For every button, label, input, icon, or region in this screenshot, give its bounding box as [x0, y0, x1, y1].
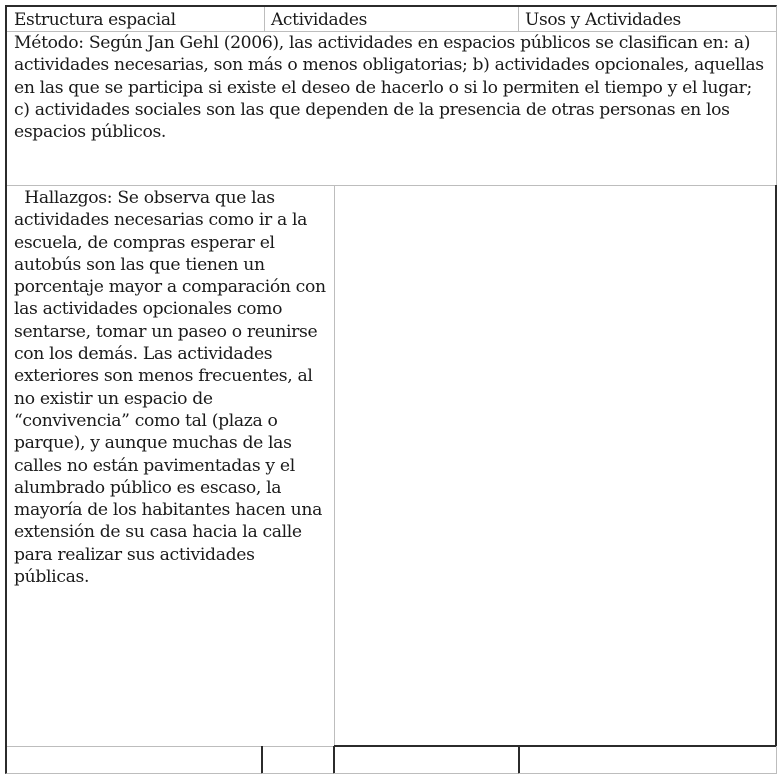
- header-cell-actividades: Actividades: [264, 5, 519, 32]
- findings-empty-cell: [334, 185, 777, 747]
- bottom-cell-1: [5, 746, 263, 774]
- bottom-cell-2: [262, 746, 335, 774]
- method-cell: Método: Según Jan Gehl (2006), las actividades en espacios públicos se clasifican en: a) actividades necesarias, son más o menos obligatorias; b) actividades opcionales, aquellas en las que se participa si existe el deseo de hacerlo o si lo permiten el tiempo y el lugar; c) actividades sociales son las que dependen de la presencia de otras personas en los espacios públicos.: [5, 31, 777, 186]
- header-cell-estructura-espacial: Estructura espacial: [5, 5, 265, 32]
- header-cell-usos-y-actividades: Usos y Actividades: [518, 5, 777, 32]
- findings-cell: Hallazgos: Se observa que las actividades necesarias como ir a la escuela, de compras esperar el autobús son las que tienen un porcentaje mayor a comparación con las actividades opcionales como sentarse, tomar un paseo o reunirse con los demás. Las actividades exteriores son menos frecuentes, al no existir un espacio de “convivencia” como tal (plaza o parque), y aunque muchas de las calles no están pavimentadas y el alumbrado público es escaso, la mayoría de los habitantes hacen una extensión de su casa hacia la calle para realizar sus actividades públicas.: [5, 185, 335, 747]
- bottom-cell-4: [519, 746, 777, 774]
- bottom-cell-3: [334, 746, 520, 774]
